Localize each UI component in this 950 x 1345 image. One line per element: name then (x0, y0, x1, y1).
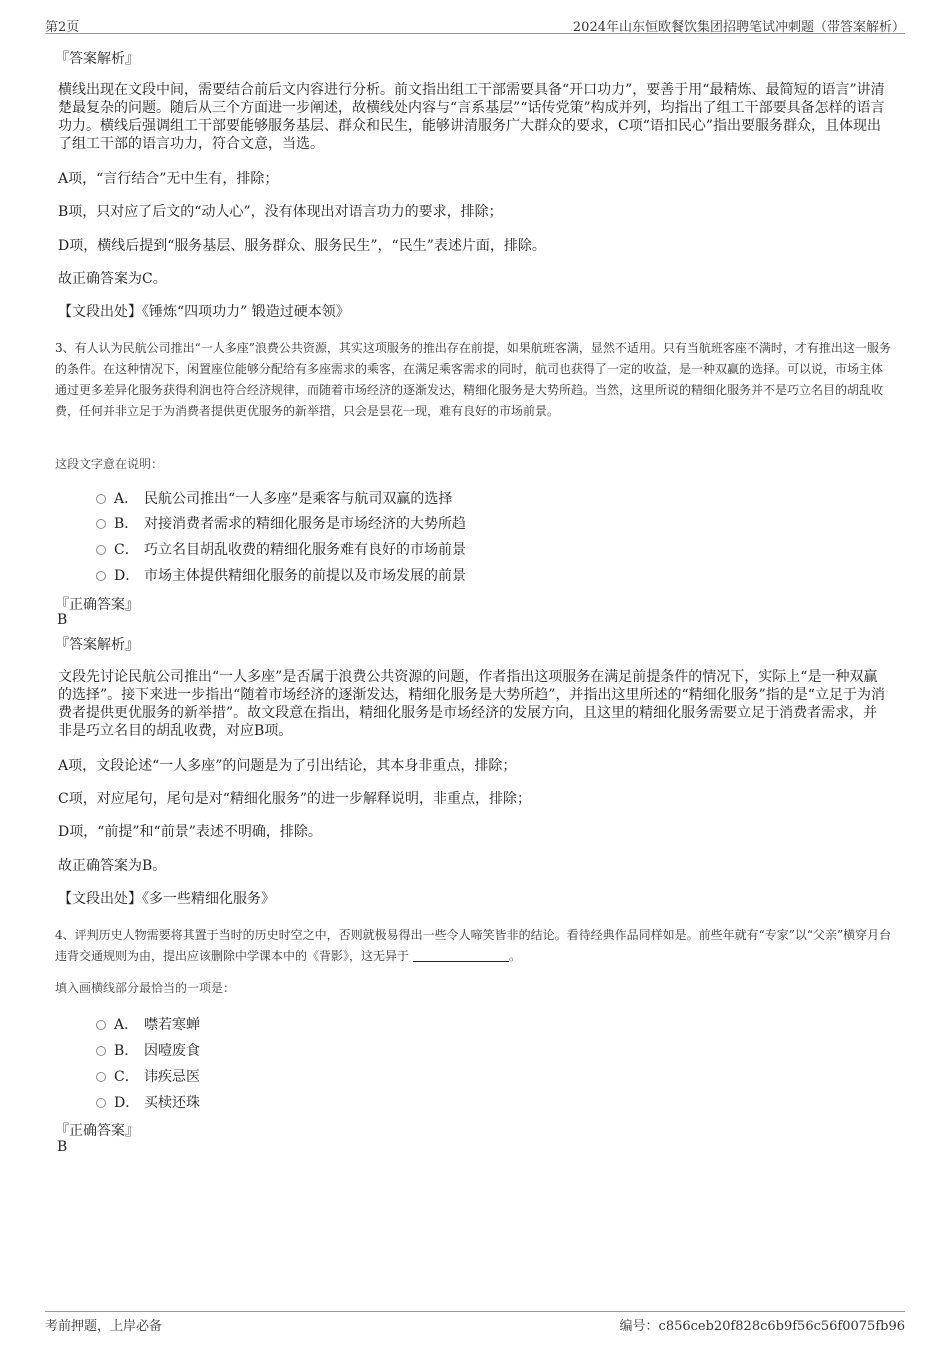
analysis-text: 横线出现在文段中间，需要结合前后文内容进行分析。前文指出组工干部需要具备“开口功力”，要善于用“最精炼、最简短的语言”讲清楚最复杂的问题。随后从三个方面进一步阐述，故横线处内容与“言系基层”“话传党策”构成并列，均指出了组工干部要具备怎样的语言功力。横线后强调组工干部要能够服务基层、群众和民生，能够讲清服务广大群众的要求，C项“语扣民心”指出要服务群众，且体现出了组工干部的语言功力，符合文意，当选。 (58, 82, 885, 152)
question-4-option-b[interactable]: B． 因噎废食 (96, 1040, 200, 1060)
answer-value: B (57, 1139, 68, 1155)
analysis-option-d: D项，“前提”和“前景”表述不明确，排除。 (58, 824, 322, 840)
question-3-option-a[interactable]: A． 民航公司推出“一人多座”是乘客与航司双赢的选择 (96, 488, 452, 508)
question-4-stem: 4、评判历史人物需要将其置于当时的历史时空之中，否则就极易得出一些令人啼笑皆非的结论。看待经典作品同样如是。前些年就有“专家”以“父亲”横穿月台违背交通规则为由，提出应该删除中学课本中的《背影》，这无异于 。 (55, 928, 892, 963)
question-4-option-d[interactable]: D． 买椟还珠 (96, 1092, 200, 1112)
analysis-conclusion: 故正确答案为B。 (58, 858, 167, 874)
question-3-option-c[interactable]: C． 巧立名目胡乱收费的精细化服务难有良好的市场前景 (96, 539, 466, 559)
analysis-option-a: A项，“言行结合”无中生有，排除； (58, 171, 279, 187)
radio-icon[interactable] (96, 494, 106, 504)
radio-icon[interactable] (96, 1046, 106, 1056)
analysis-option-c: C项，对应尾句，尾句是对“精细化服务”的进一步解释说明，非重点，排除； (58, 791, 532, 807)
radio-icon[interactable] (96, 1072, 106, 1082)
question-3-stem: 3、有人认为民航公司推出“一人多座”浪费公共资源，其实这项服务的推出存在前提，如果航班客满，显然不适用。只有当航班客座不满时，才有推出这一服务的条件。在这种情况下，闲置座位能够分配给有多座需求的乘客，在满足乘客需求的同时，航司也获得了一定的收益，是一种双赢的选择。可以说，市场主体通过更多差异化服务获得利润也符合经济规律，而随着市场经济的逐渐发达，精细化服务是大势所趋。当然，这里所说的精细化服务并不是巧立名目的胡乱收费，任何并非立足于为消费者提供更优服务的新举措，只会是昙花一现，难有良好的市场前景。 (55, 341, 891, 418)
analysis-option-d: D项，横线后提到“服务基层、服务群众、服务民生”，“民生”表述片面，排除。 (58, 238, 546, 254)
passage-source: 【文段出处】《锤炼“四项功力” 锻造过硬本领》 (58, 304, 350, 320)
question-4-option-a[interactable]: A． 噤若寒蝉 (96, 1014, 200, 1034)
radio-icon[interactable] (96, 1098, 106, 1108)
answer-label: 『正确答案』 (55, 1123, 139, 1139)
analysis-text: 文段先讨论民航公司推出“一人多座”是否属于浪费公共资源的问题，作者指出这项服务在满足前提条件的情况下，实际上“是一种双赢的选择”。接下来进一步指出“随着市场经济的逐渐发达，精细化服务是大势所趋”，并指出这里所述的“精细化服务”指的是“立足于为消费者提供更优服务的新举措”。故文段意在指出，精细化服务是市场经济的发展方向，且这里的精细化服务需要立足于消费者需求，并非是巧立名目的胡乱收费，对应B项。 (58, 669, 885, 739)
question-3-prompt: 这段文字意在说明： (55, 457, 164, 471)
answer-label: 『正确答案』 (55, 597, 139, 613)
question-3-option-d[interactable]: D． 市场主体提供精细化服务的前提以及市场发展的前景 (96, 565, 466, 585)
footer-slogan: 考前押题，上岸必备 (45, 1319, 163, 1334)
question-4-prompt: 填入画横线部分最恰当的一项是： (55, 981, 236, 995)
page-header (45, 14, 905, 34)
radio-icon[interactable] (96, 571, 106, 581)
passage-source: 【文段出处】《多一些精细化服务》 (58, 891, 275, 907)
question-4-option-c[interactable]: C． 讳疾忌医 (96, 1066, 200, 1086)
page-number: 第2页 (45, 20, 80, 35)
answer-value: B (57, 612, 68, 628)
radio-icon[interactable] (96, 545, 106, 555)
radio-icon[interactable] (96, 519, 106, 529)
page-footer (45, 1311, 905, 1335)
question-3-option-b[interactable]: B． 对接消费者需求的精细化服务是市场经济的大势所趋 (96, 513, 466, 533)
analysis-conclusion: 故正确答案为C。 (58, 271, 167, 287)
analysis-option-a: A项，文段论述“一人多座”的问题是为了引出结论，其本身非重点，排除； (58, 758, 517, 774)
analysis-label: 『答案解析』 (55, 51, 139, 67)
document-title: 2024年山东恒欧餐饮集团招聘笔试冲刺题（带答案解析） (572, 20, 905, 35)
analysis-option-b: B项，只对应了后文的“动人心”，没有体现出对语言功力的要求，排除； (58, 204, 503, 220)
radio-icon[interactable] (96, 1020, 106, 1030)
fill-blank (413, 950, 509, 962)
document-code: 编号：c856ceb20f828c6b9f56c56f0075fb96 (619, 1319, 905, 1334)
analysis-label: 『答案解析』 (55, 637, 139, 653)
